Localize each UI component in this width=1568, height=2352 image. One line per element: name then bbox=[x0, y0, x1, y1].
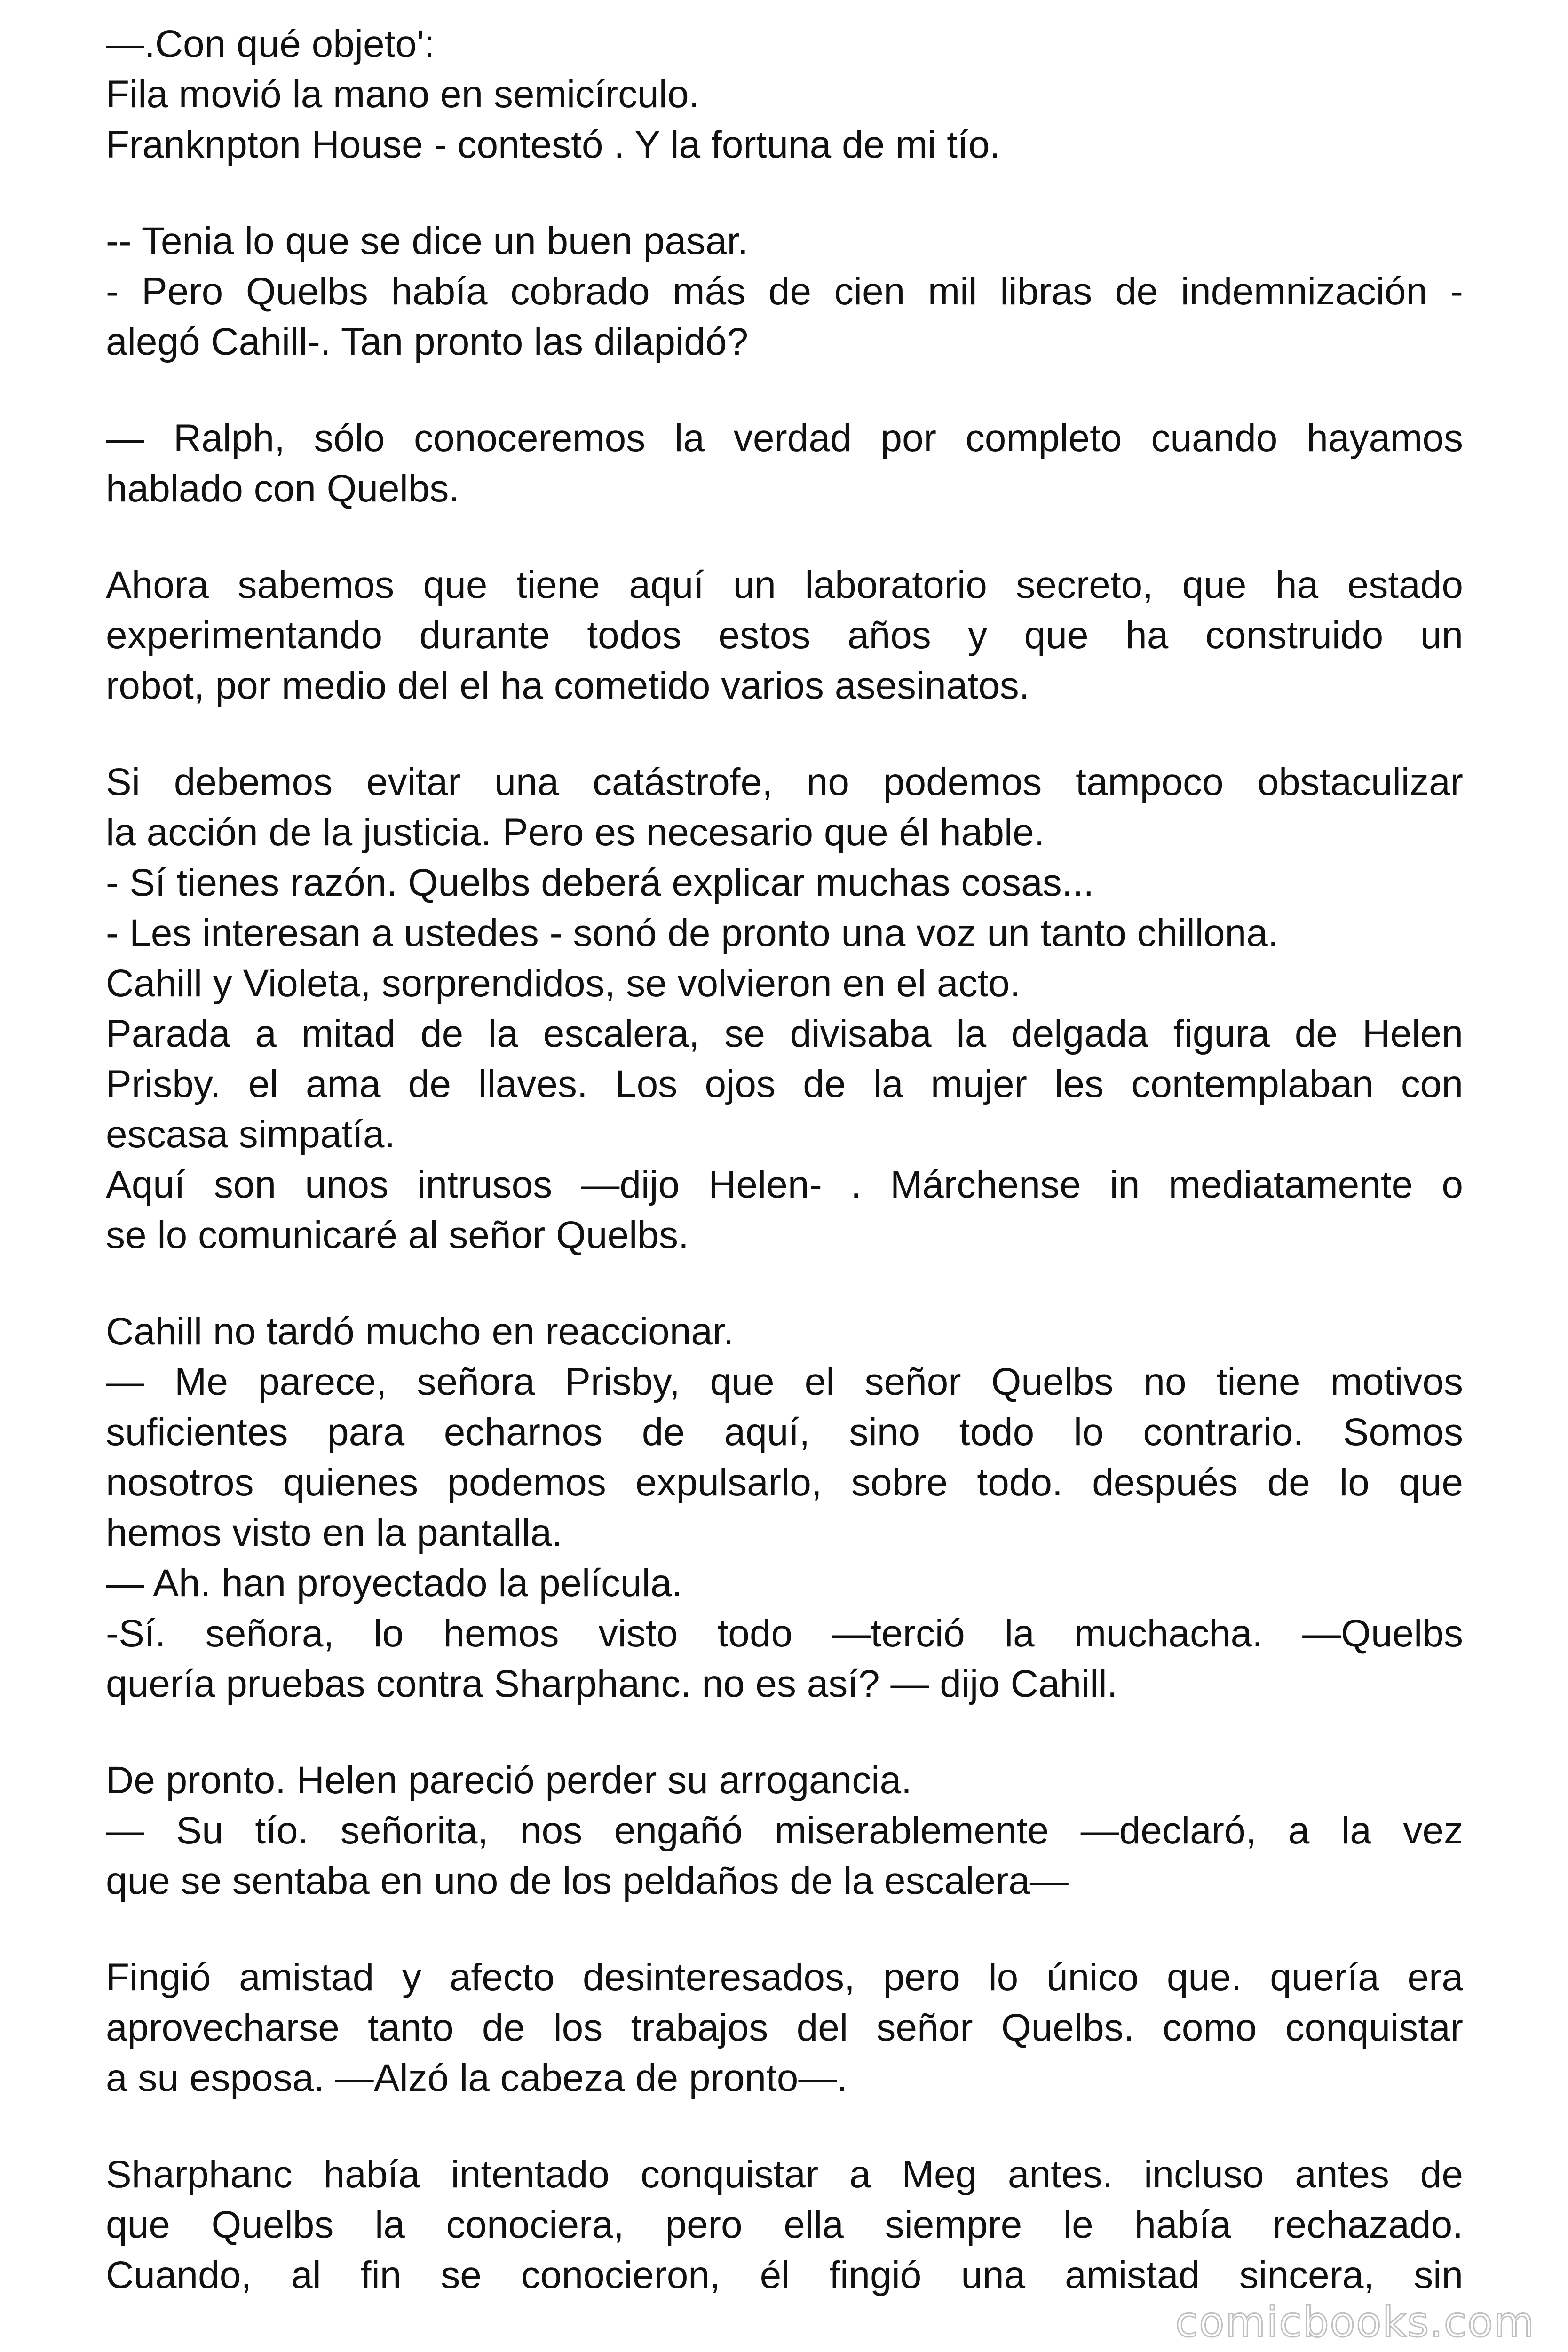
text-line: Cuando, al fin se conocieron, él fingió una amistad sincera, sin bbox=[106, 2254, 1463, 2296]
text-line: — Ralph, sólo conoceremos la verdad por completo cuando hayamos bbox=[106, 417, 1463, 460]
text-line: que Quelbs la conociera, pero ella siempre le había rechazado. bbox=[106, 2203, 1463, 2246]
text-line: -Sí. señora, lo hemos visto todo —terció la muchacha. —Quelbs bbox=[106, 1612, 1463, 1655]
text-line: - Les interesan a ustedes - sonó de pronto una voz un tanto chillona. bbox=[106, 912, 1279, 954]
paragraph bbox=[106, 757, 1463, 1260]
text-line: hablado con Quelbs. bbox=[106, 467, 460, 510]
text-line: - Sí tienes razón. Quelbs deberá explicar muchas cosas... bbox=[106, 861, 1094, 904]
text-line: Sharphanc había intentado conquistar a Meg antes. incluso antes de bbox=[106, 2153, 1463, 2196]
text-line: nosotros quienes podemos expulsarlo, sobre todo. después de lo que bbox=[106, 1461, 1463, 1504]
text-line: De pronto. Helen pareció perder su arrogancia. bbox=[106, 1759, 912, 1802]
document-page bbox=[106, 19, 1463, 2324]
paragraph bbox=[106, 216, 1463, 367]
text-line: Prisby. el ama de llaves. Los ojos de la mujer les contemplaban con bbox=[106, 1063, 1463, 1105]
text-line: Fingió amistad y afecto desinteresados, pero lo único que. quería era bbox=[106, 1956, 1463, 1999]
text-line: alegó Cahill-. Tan pronto las dilapidó? bbox=[106, 320, 749, 363]
text-line: robot, por medio del el ha cometido varios asesinatos. bbox=[106, 664, 1030, 707]
text-line: — Ah. han proyectado la película. bbox=[106, 1562, 683, 1605]
paragraph bbox=[106, 1952, 1463, 2103]
text-line: Aquí son unos intrusos —dijo Helen- . Márchense in mediatamente o bbox=[106, 1163, 1463, 1206]
text-line: —.Con qué objeto': bbox=[106, 23, 435, 65]
paragraph bbox=[106, 2149, 1463, 2300]
text-line: hemos visto en la pantalla. bbox=[106, 1511, 562, 1554]
paragraph bbox=[106, 19, 1463, 170]
paragraph bbox=[106, 1306, 1463, 1709]
text-line: — Su tío. señorita, nos engañó miserablemente —declaró, a la vez bbox=[106, 1809, 1463, 1852]
paragraph bbox=[106, 560, 1463, 711]
text-line: escasa simpatía. bbox=[106, 1113, 396, 1156]
text-line: quería pruebas contra Sharphanc. no es así? — dijo Cahill. bbox=[106, 1662, 1118, 1705]
text-line: se lo comunicaré al señor Quelbs. bbox=[106, 1214, 689, 1256]
text-line: experimentando durante todos estos años y que ha construido un bbox=[106, 614, 1463, 657]
paragraph bbox=[106, 413, 1463, 514]
text-line: Si debemos evitar una catástrofe, no podemos tampoco obstaculizar bbox=[106, 761, 1463, 803]
text-line: - Pero Quelbs había cobrado más de cien mil libras de indemnización - bbox=[106, 270, 1463, 313]
text-line: la acción de la justicia. Pero es necesario que él hable. bbox=[106, 811, 1045, 854]
text-line: Fila movió la mano en semicírculo. bbox=[106, 73, 700, 116]
text-line: Ahora sabemos que tiene aquí un laboratorio secreto, que ha estado bbox=[106, 564, 1463, 606]
text-line: Cahill y Violeta, sorprendidos, se volvieron en el acto. bbox=[106, 962, 1021, 1005]
text-line: Parada a mitad de la escalera, se divisaba la delgada figura de Helen bbox=[106, 1012, 1463, 1055]
text-line: Cahill no tardó mucho en reaccionar. bbox=[106, 1310, 734, 1353]
text-line: -- Tenia lo que se dice un buen pasar. bbox=[106, 220, 749, 262]
text-line: — Me parece, señora Prisby, que el señor Quelbs no tiene motivos bbox=[106, 1360, 1463, 1403]
text-line: que se sentaba en uno de los peldaños de la escalera— bbox=[106, 1859, 1069, 1902]
text-line: suficientes para echarnos de aquí, sino todo lo contrario. Somos bbox=[106, 1411, 1463, 1454]
watermark: comicbooks.com bbox=[1175, 2298, 1535, 2346]
text-line: a su esposa. —Alzó la cabeza de pronto—. bbox=[106, 2057, 848, 2099]
paragraph bbox=[106, 1755, 1463, 1906]
text-line: Franknpton House - contestó . Y la fortuna de mi tío. bbox=[106, 123, 1001, 166]
text-line: aprovecharse tanto de los trabajos del señor Quelbs. como conquistar bbox=[106, 2006, 1463, 2049]
